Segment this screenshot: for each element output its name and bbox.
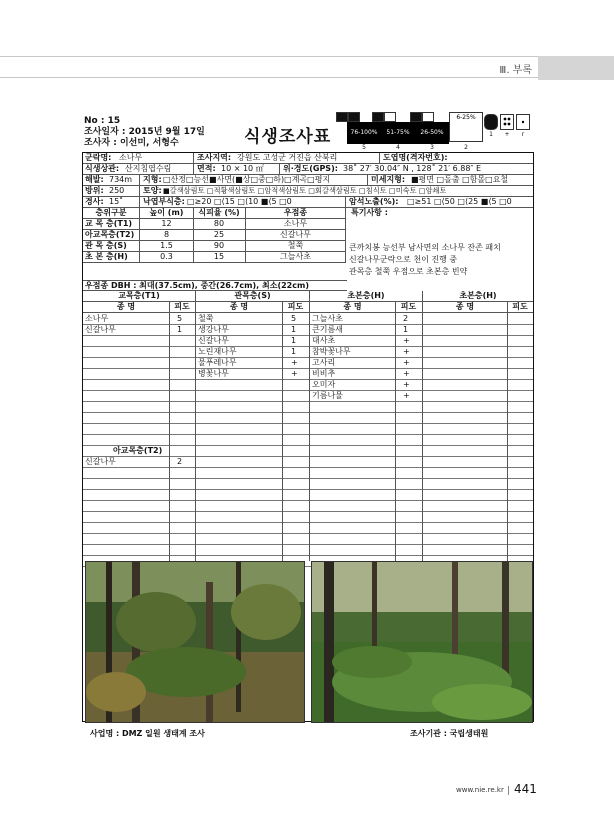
scale-square	[384, 112, 396, 122]
h-species-cover: 2	[403, 314, 409, 323]
coverage-number: 2	[464, 144, 468, 151]
name-header: 종 명	[229, 302, 249, 311]
grid-row-line	[83, 555, 533, 556]
grid-row-line	[83, 379, 533, 380]
t1-species-name: 신갈나무	[85, 325, 116, 334]
coverage-box	[449, 112, 483, 142]
terrain-value: □산정□능선■사면(■상□중□하)□계곡□평지	[163, 175, 331, 184]
grid-row-line	[83, 335, 533, 336]
forest-photo-2	[312, 562, 533, 723]
h-species-name: 비비추	[312, 369, 336, 378]
divider	[379, 153, 380, 164]
dbh-value: 우점종 DBH : 최대(37.5cm), 중간(26.7cm), 최소(22cm)	[85, 281, 309, 290]
coverage-box: 76-100%	[347, 122, 381, 144]
strata-layer: 교 목 층(T1)	[85, 219, 133, 228]
strata-cover: 25	[213, 230, 225, 239]
coverage-box: 51-75%	[381, 122, 415, 144]
s-species-name: 철쭉	[198, 314, 214, 323]
project-name: 사업명 : DMZ 일원 생태계 조사	[90, 729, 205, 738]
gps-label: 위·경도(GPS):	[283, 164, 338, 173]
h-species-cover: +	[403, 358, 410, 367]
grid-row-line	[83, 478, 533, 479]
h-species-cover: +	[403, 391, 410, 400]
site-url[interactable]: www.nie.re.kr	[456, 786, 504, 794]
grid-col-line	[507, 302, 508, 561]
form-row-vegetation	[83, 164, 533, 175]
grid-row-line	[83, 511, 533, 512]
grid-row-line	[83, 456, 533, 457]
t1-header: 교목층(T1)	[118, 291, 160, 300]
sociability-icon	[500, 114, 514, 130]
grid-col-line	[395, 302, 396, 561]
h-species-name: 고사리	[312, 358, 336, 367]
s-species-cover: +	[291, 358, 298, 367]
s-species-cover: +	[291, 369, 298, 378]
grid-col-line	[422, 302, 423, 561]
coverage-number: 3	[430, 144, 434, 151]
divider	[139, 175, 140, 186]
s-species-cover: 1	[291, 347, 297, 356]
cover-header: 피도	[287, 302, 304, 311]
surveyor: 조사자 : 이선미, 서형수	[84, 138, 179, 148]
s-species-name: 노린재나무	[198, 347, 237, 356]
grid-col-line	[195, 302, 196, 561]
remarks-label: 특기사항 :	[351, 208, 388, 217]
region-label: 조사지역:	[197, 153, 232, 162]
dbh-row	[83, 280, 347, 291]
grid-row-line	[83, 390, 533, 391]
coverage-number: 5	[362, 144, 366, 151]
strata-header-row	[83, 208, 345, 219]
sociability-number: 1	[489, 131, 493, 138]
s-header: 관목층(S)	[234, 291, 271, 300]
survey-date: 조사일자 : 2015년 9월 17일	[84, 127, 205, 137]
s-species-name: 생강나무	[198, 325, 229, 334]
h-species-cover: +	[403, 380, 410, 389]
strata-dominant: 그늘사초	[280, 252, 311, 261]
strata-row	[83, 219, 345, 230]
divider	[279, 164, 280, 175]
survey-number: No : 15	[84, 116, 121, 126]
gps-value: 38˚ 27′ 30.04″ N , 128˚ 21′ 6.88″ E	[343, 164, 482, 173]
grid-row-line	[83, 324, 533, 325]
altitude-value: 734m	[109, 175, 133, 184]
region-value: 강원도 고성군 거진읍 산북리	[237, 153, 338, 162]
scale-square	[422, 112, 434, 122]
microrelief-value: ■평면 □돌출 □함몰□요철	[411, 175, 509, 184]
terrain-label: 지형:	[143, 175, 162, 184]
grid-row-line	[83, 434, 533, 435]
grid-row-line	[83, 467, 533, 468]
t1-species-cover: 1	[177, 325, 183, 334]
t2-species-cover: 2	[177, 457, 183, 466]
grid-row-line	[83, 544, 533, 545]
divider	[345, 208, 346, 263]
s-species-cover: 1	[291, 325, 297, 334]
grid-col-line	[309, 302, 310, 561]
sociability-icon	[516, 114, 530, 130]
strata-cover: 15	[213, 252, 225, 261]
strata-height: 12	[161, 219, 172, 228]
form-row-slope	[83, 197, 533, 208]
strata-row	[83, 252, 345, 263]
slope-value: 15˚	[109, 197, 124, 206]
strata-cover: 80	[213, 219, 225, 228]
rock-value: □≥51 □⟨50 □⟨25 ■⟨5 □0	[407, 197, 512, 206]
grid-row-line	[83, 357, 533, 358]
cover-header: 피도	[174, 302, 190, 311]
strata-header: 높이 (m)	[149, 208, 184, 217]
strata-dominant: 철쭉	[287, 241, 304, 250]
t1-species-cover: 5	[177, 314, 183, 323]
grid-row-line	[83, 489, 533, 490]
scale-square	[336, 112, 348, 122]
grid-row-line	[83, 412, 533, 413]
grid-row-line	[83, 522, 533, 523]
t2-species-name: 신갈나무	[85, 457, 116, 466]
grid-col-line	[169, 302, 170, 561]
h-species-name: 참박꽃나무	[312, 347, 351, 356]
altitude-label: 해발:	[85, 175, 104, 184]
species-col-header	[83, 302, 533, 313]
h-species-name: 큰기름새	[312, 325, 343, 334]
form-row-terrain	[83, 175, 533, 186]
h-species-name: 대사초	[312, 336, 336, 345]
divider	[345, 197, 346, 208]
strata-layer: 관 목 층(S)	[85, 241, 127, 250]
strata-header: 식피율 (%)	[198, 208, 240, 217]
area-label: 면적:	[197, 164, 216, 173]
litter-label: 낙엽부식층:	[143, 197, 185, 206]
scale-square	[348, 112, 360, 122]
sociability-number: r	[521, 131, 525, 138]
remark-line: 관목층 철쭉 우점으로 초본층 빈약	[349, 267, 468, 276]
aspect-label: 방위:	[85, 186, 104, 195]
s-species-name: 물푸레나무	[198, 358, 237, 367]
remark-line: 큰까치봉 능선부 남사면의 소나무 잔존 패치	[349, 243, 501, 252]
h-species-cover: +	[403, 336, 410, 345]
forest-photo-1	[86, 562, 305, 723]
strata-layer: 아교목층(T2)	[85, 230, 135, 239]
divider	[193, 164, 194, 175]
name-header: 종 명	[116, 302, 136, 311]
chapter-tab	[538, 56, 614, 80]
grid-row-line	[83, 401, 533, 402]
grid-row-line	[83, 346, 533, 347]
strata-header: 우점종	[283, 208, 308, 217]
divider	[367, 175, 368, 186]
scale-square	[410, 112, 422, 122]
coverage-box-label: 6-25%	[456, 114, 476, 121]
page-number: 441	[514, 782, 537, 796]
s-species-name: 신갈나무	[198, 336, 229, 345]
h-species-name: 그늘사초	[312, 314, 343, 323]
strata-header: 층위구분	[95, 208, 127, 217]
strata-height: 8	[163, 230, 170, 239]
s-species-cover: 1	[291, 336, 297, 345]
h-species-name: 오미자	[312, 380, 336, 389]
cover-header: 피도	[400, 302, 417, 311]
s-species-cover: 5	[291, 314, 297, 323]
community-value: 소나무	[119, 153, 143, 162]
divider	[193, 153, 194, 164]
chapter-bar	[0, 56, 614, 78]
s-species-name: 병꽃나무	[198, 369, 229, 378]
scale-square	[372, 112, 384, 122]
community-label: 군락명:	[85, 153, 112, 162]
strata-dominant: 신갈나무	[280, 230, 311, 239]
strata-height: 0.3	[160, 252, 173, 261]
sociability-number: +	[504, 131, 510, 138]
strata-height: 1.5	[160, 241, 173, 250]
slope-label: 경사:	[85, 197, 104, 206]
site-photo-left	[85, 561, 305, 723]
h-species-cover: 1	[403, 325, 409, 334]
grid-row-line	[83, 533, 533, 534]
soil-label: 토양:	[143, 186, 162, 195]
sociability-icon	[484, 114, 498, 130]
t1-species-name: 소나무	[85, 314, 109, 323]
coverage-number: 4	[396, 144, 400, 151]
page-title: 식생조사표	[244, 127, 332, 147]
h-species-cover: +	[403, 347, 410, 356]
strata-cover: 90	[213, 241, 225, 250]
footer-divider	[508, 786, 509, 795]
survey-form	[82, 152, 534, 722]
h2-header: 초본층(H)	[459, 291, 497, 300]
name-header: 종 명	[343, 302, 362, 311]
h-species-name: 기름나물	[312, 391, 343, 400]
strata-row	[83, 230, 345, 241]
rock-label: 암석노출(%):	[349, 197, 399, 206]
microrelief-label: 미세지형:	[371, 175, 406, 184]
species-table	[83, 291, 533, 561]
divider	[139, 197, 140, 208]
chapter-label: Ⅲ. 부록	[499, 65, 532, 76]
species-group-header	[83, 291, 533, 302]
strata-row	[83, 241, 345, 252]
form-row-soil	[83, 186, 533, 197]
soil-value: ■갈색삼림토 □적황색삼림토 □암적색삼림토 □회갈색삼림토 □침식토 □미숙토 □암쇄토	[163, 186, 447, 195]
strata-dominant: 소나무	[283, 219, 308, 228]
map-sheet-label: 도엽명(격자번호):	[383, 153, 448, 162]
coverage-box: 26-50%	[415, 122, 449, 144]
strata-layer: 초 본 층(H)	[85, 252, 128, 261]
physiognomy-label: 식생상관:	[85, 164, 120, 173]
t2-header: 아교목층(T2)	[113, 446, 163, 455]
physiognomy-value: 산지침엽수림	[125, 164, 172, 173]
cover-header: 피도	[512, 302, 528, 311]
grid-row-line	[83, 423, 533, 424]
h-species-cover: +	[403, 369, 410, 378]
grid-row-line	[83, 368, 533, 369]
form-row-community	[83, 153, 533, 164]
area-value: 10 × 10 ㎡	[221, 164, 264, 173]
aspect-value: 250	[109, 186, 125, 195]
grid-col-line	[282, 302, 283, 561]
name-header: 종 명	[455, 302, 475, 311]
survey-agency: 조사기관 : 국립생태원	[410, 729, 489, 738]
grid-row-line	[83, 500, 533, 501]
remark-line: 신갈나무군락으로 천이 진행 중	[349, 255, 458, 264]
h-header: 초본층(H)	[347, 291, 385, 300]
litter-value: □≥20 □⟨15 □⟨10 ■⟨5 □0	[187, 197, 292, 206]
site-photo-right	[311, 561, 533, 723]
divider	[139, 186, 140, 197]
